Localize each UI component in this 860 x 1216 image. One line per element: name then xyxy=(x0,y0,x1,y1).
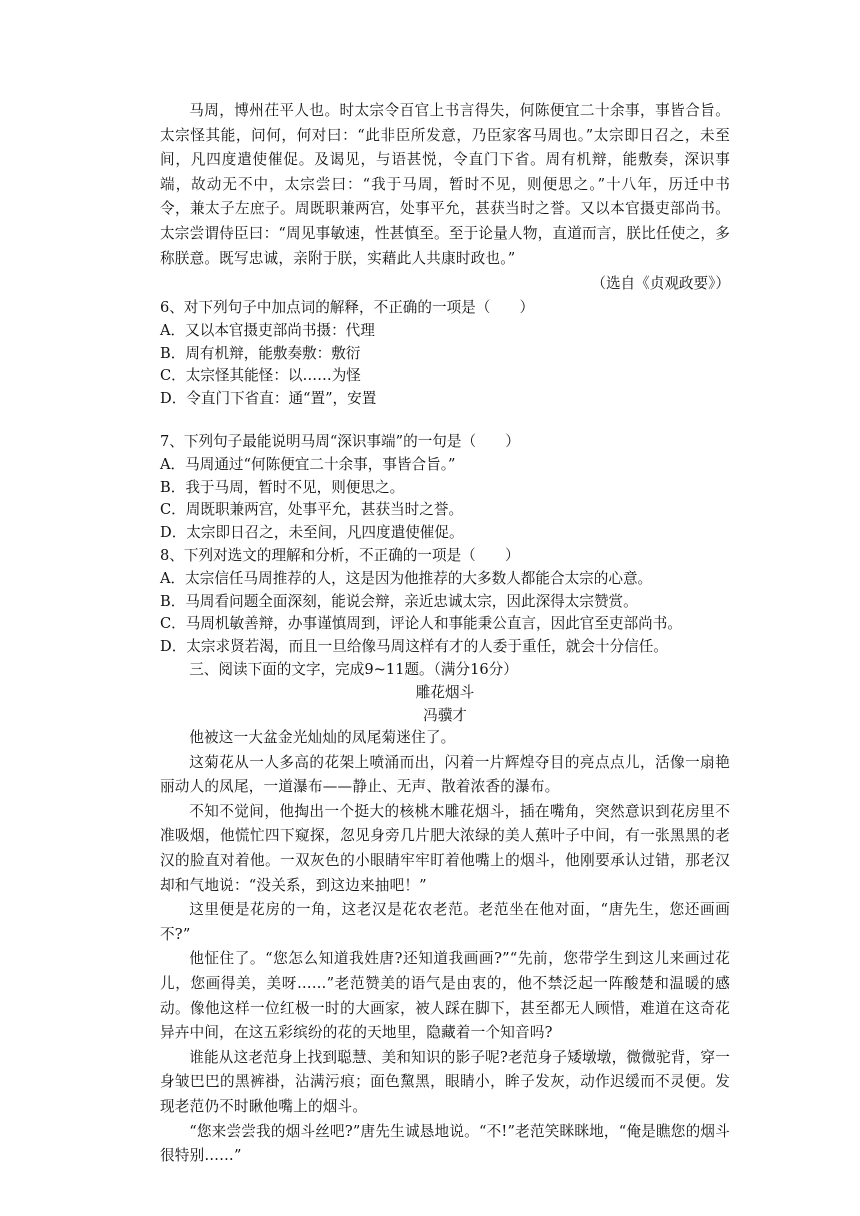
story-paragraph-2: 这菊花从一人多高的花架上喷涌而出，闪着一片辉煌夺目的亮点点儿，活像一扇艳丽动人的凤尾，一道瀑布——静止、无声、散着浓香的瀑布。 xyxy=(160,753,730,796)
q7-option-a: A．马周通过“何陈便宜二十余事，事皆合旨。” xyxy=(160,455,456,473)
passage-source-wrap xyxy=(160,272,730,296)
story-title: 雕花烟斗 xyxy=(415,683,475,701)
q8-option-c: C．马周机敏善辩，办事谨慎周到，评论人和事能秉公直言，因此官至吏部尚书。 xyxy=(160,615,682,633)
passage-source: （选自《贞观政要》） xyxy=(591,275,730,292)
passage-ma-zhou xyxy=(160,99,730,271)
question-7 xyxy=(160,431,730,545)
story-paragraph-4: 这里便是花房的一角，这老汉是花农老范。老范坐在他对面，“唐先生，您还画画不?” xyxy=(160,901,730,943)
story-author: 冯骥才 xyxy=(423,706,467,724)
story-paragraph-3: 不知不觉间，他掏出一个挺大的核桃木雕花烟斗，插在嘴角，突然意识到花房里不准吸烟，他慌忙四下窥探，忽见身旁几片肥大浓绿的美人蕉叶子中间，有一张黑黑的老汉的脸直对着他。一双灰色的小眼睛牢牢盯着他嘴上的烟斗，他刚要承认过错，那老汉却和气地说：“没关系，到这边来抽吧！” xyxy=(160,802,730,894)
q6-option-c: C．太宗怪其能怪：以……为怪 xyxy=(160,367,361,385)
story-paragraph-1: 他被这一大盆金光灿灿的凤尾菊迷住了。 xyxy=(189,729,456,746)
q6-option-a: A．又以本官摄吏部尚书摄：代理 xyxy=(160,321,375,339)
story-paragraph-6: 谁能从这老范身上找到聪慧、美和知识的影子呢?老范身子矮墩墩，微微驼背，穿一身皱巴巴的黑裤褂，沾满污痕；面色黧黑，眼睛小，眸子发灰，动作迟缓而不灵便。发现老范仍不时瞅他嘴上的烟斗。 xyxy=(160,1048,730,1115)
q8-option-a: A．太宗信任马周推荐的人，这是因为他推荐的大多数人都能合太宗的心意。 xyxy=(160,569,653,587)
q6-option-d: D．令直门下省直：通“置”，安置 xyxy=(160,390,377,408)
question-8 xyxy=(160,545,730,659)
q8-option-d: D．太宗求贤若渴，而且一旦给像马周这样有才的人委于重任，就会十分信任。 xyxy=(160,638,668,656)
q7-option-d: D．太宗即日召之，未至间，凡四度遣使催促。 xyxy=(160,524,464,542)
q6-option-b: B．周有机辩，能敷奏敷：敷衍 xyxy=(160,344,361,362)
section-3-heading: 三、阅读下面的文字，完成9~11题。（满分16分） xyxy=(189,661,518,678)
q7-option-c: C．周既职兼两宫，处事平允，甚获当时之誉。 xyxy=(160,501,464,519)
passage-text: 马周，博州茌平人也。时太宗令百官上书言得失，何陈便宜二十余事，事皆合旨。太宗怪其能，问何，何对曰：“此非臣所发意，乃臣家客马周也。”太宗即日召之，未至间，凡四度遣使催促。及谒见，与语甚悦，令直门下省。周有机辩，能敷奏，深识事端，故动无不中，太宗尝曰：“我于马周，暂时不见，则便思之。”十八年，历迁中书令，兼太子左庶子。周既职兼两宫，处事平允，甚获当时之誉。又以本官摄吏部尚书。太宗尝谓侍臣曰：“周见事敏速，性甚慎至。至于论量人物，直道而言，朕比任使之，多称朕意。既写忠诚，亲附于朕，实藉此人共康时政也。” xyxy=(160,102,730,267)
story-paragraph-7: “您来尝尝我的烟斗丝吧?”唐先生诚恳地说。“不!”老范笑眯眯地，“俺是瞧您的烟斗很特别……” xyxy=(160,1122,730,1165)
q8-option-b: B．马周看问题全面深刻，能说会辩，亲近忠诚太宗，因此深得太宗赞赏。 xyxy=(160,592,638,610)
q7-option-b: B．我于马周，暂时不见，则便思之。 xyxy=(160,478,405,496)
section-3-header xyxy=(160,659,730,727)
story-paragraph-5: 他怔住了。“您怎么知道我姓唐?还知道我画画?”“先前，您带学生到这儿来画过花儿，您画得美，美呀……”老范赞美的语气是由衷的，他不禁泛起一阵酸楚和温暖的感动。像他这样一位红极一时的大画家，被人踩在脚下，甚至都无人顾惜，难道在这奇花异卉中间，在这五彩缤纷的花的天地里，隐藏着一个知音吗? xyxy=(160,950,730,1042)
q7-stem: 7、下列句子最能说明马周“深识事端”的一句是（ ） xyxy=(160,433,520,450)
q6-stem: 6、对下列句子中加点词的解释，不正确的一项是（ ） xyxy=(160,299,535,316)
q8-stem: 8、下列对选文的理解和分析，不正确的一项是（ ） xyxy=(160,547,520,564)
story-body xyxy=(160,726,730,1169)
question-6 xyxy=(160,297,730,411)
